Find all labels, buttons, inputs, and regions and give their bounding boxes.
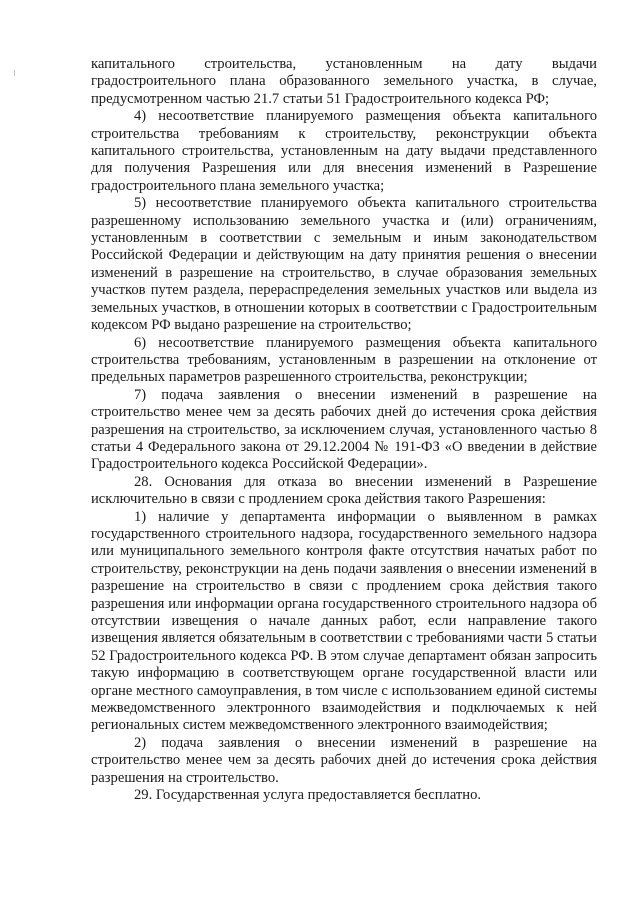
paragraph-item-5: 5) несоответствие планируемого объекта капитального строительства разрешенному использованию земельного участка и (или) ограничениям, установленным в соответствии с земельным и иным законодательством Российской Федерации и действующим на дату принятия решения о внесении изменений в разрешение на строительство, в случае образования земельных участков путем раздела, перераспределения земельных участков или выдела из земельных участков, в отношении которых в соответствии с Градостроительным кодексом РФ выдано разрешение на строительство; — [91, 195, 597, 334]
document-body — [91, 56, 597, 804]
paragraph-item-7: 7) подача заявления о внесении изменений в разрешение на строительство менее чем за десять рабочих дней до истечения срока действия разрешения на строительство, за исключением случая, установленного частью 8 статьи 4 Федерального закона от 29.12.2004 № 191-ФЗ «О введении в действие Градостроительного кодекса Российской Федерации». — [91, 386, 597, 473]
paragraph-28-item-1: 1) наличие у департамента информации о выявленном в рамках государственного строительного надзора, государственного земельного надзора или муниципального земельного контроля факте отсутствия начатых работ по строительству, реконструкции на день подачи заявления о внесении изменений в разрешение на строительство в связи с продлением срока действия такого разрешения или информации органа государственного строительного надзора об отсутствии извещения о начале данных работ, если направление такого извещения является обязательным в соответствии с требованиями части 5 статьи 52 Градостроительного кодекса РФ. В этом случае департамент обязан запросить такую информацию в соответствующем органе государственной власти или органе местного самоуправления, в том числе с использованием единой системы межведомственного электронного взаимодействия и подключаемых к ней региональных систем межведомственного электронного взаимодействия; — [91, 508, 597, 734]
scan-edge-mark — [14, 70, 15, 76]
paragraph-item-4: 4) несоответствие планируемого размещения объекта капитального строительства требованиям к строительству, реконструкции объекта капитального строительства, установленным на дату выдачи представленного для получения Разрешения или для внесения изменений в Разрешение градостроительного плана земельного участка; — [91, 108, 597, 194]
paragraph-item-6: 6) несоответствие планируемого размещения объекта капитального строительства требованиям, установленным в разрешении на отклонение от предельных параметров разрешенного строительства, реконструкции; — [91, 334, 597, 386]
paragraph-continuation: капитального строительства, установленным на дату выдачи градостроительного плана образованного земельного участка, в случае, предусмотренном частью 21.7 статьи 51 Градостроительного кодекса РФ; — [91, 56, 597, 107]
paragraph-section-29: 29. Государственная услуга предоставляется бесплатно. — [134, 787, 482, 804]
paragraph-28-item-2: 2) подача заявления о внесении изменений в разрешение на строительство менее чем за десять рабочих дней до истечения срока действия разрешения на строительство. — [91, 734, 597, 786]
paragraph-section-28: 28. Основания для отказа во внесении изменений в Разрешение исключительно в связи с продлением срока действия такого Разрешения: — [91, 473, 597, 508]
